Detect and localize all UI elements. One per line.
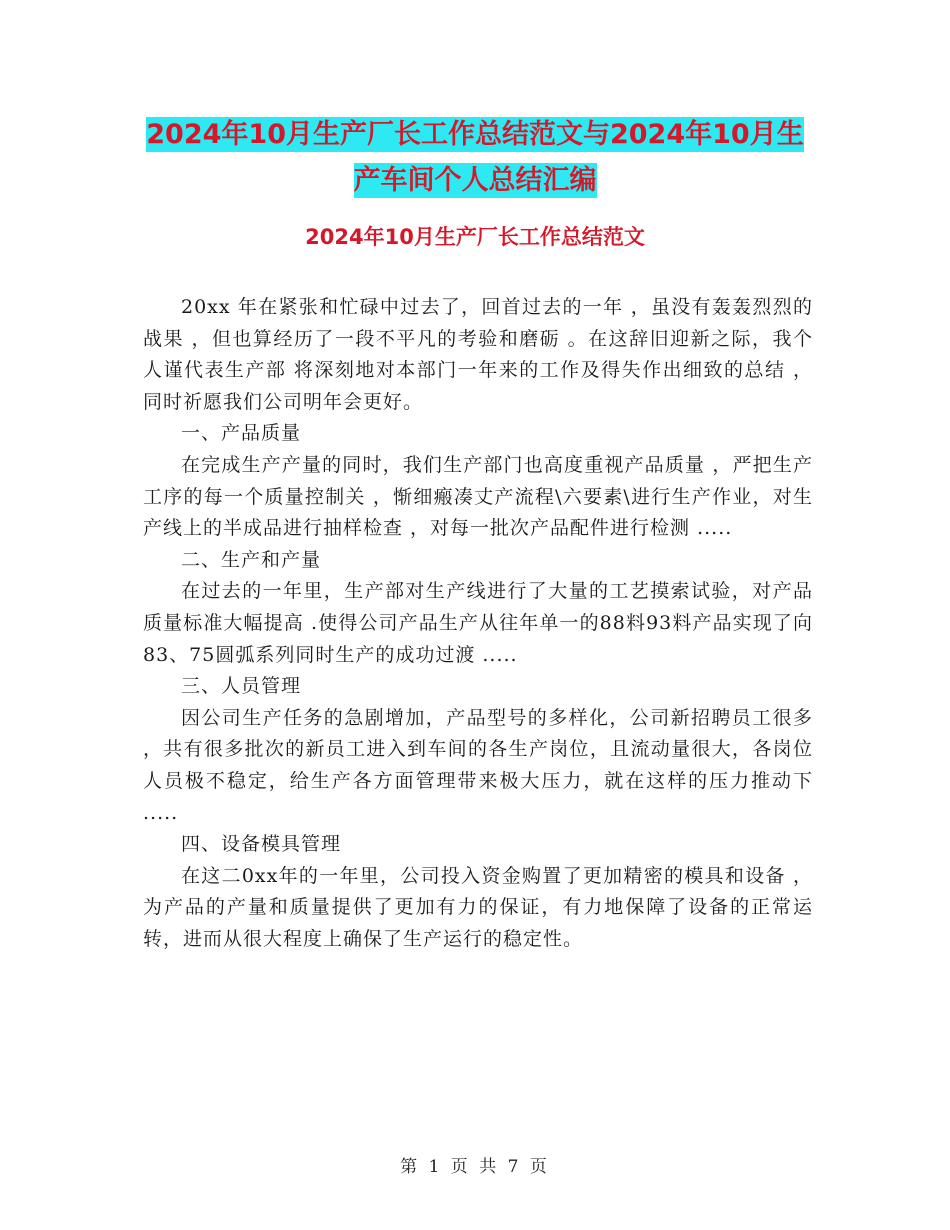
heading-production-output: 二、生产和产量 (181, 548, 322, 571)
heading-personnel-management: 三、人员管理 (181, 675, 302, 698)
heading-equipment-mold-management: 四、设备模具管理 (181, 833, 342, 856)
paragraph-personnel-management: 因公司生产任务的急剧增加，产品型号的多样化，公司新招聘员工很多 ，共有很多批次的新员工进入到车间的各生产岗位，且流动量很大，各岗位人员极不稳定，给生产各方面管理带来极大压力，就在这样的压力推动下 ..... (143, 706, 813, 824)
heading-product-quality: 一、产品质量 (181, 422, 302, 445)
title-highlight-2: 产车间个人总结汇编 (353, 165, 597, 196)
document-body (143, 292, 813, 955)
document-title-line-1 (0, 112, 950, 151)
document-title-line-2 (0, 158, 950, 197)
paragraph-production-output: 在过去的一年里，生产部对生产线进行了大量的工艺摸索试验，对产品质量标准大幅提高 .使得公司产品生产从往年单一的88料93料产品实现了向83、75圆弧系列同时生产的成功过渡 ..... (143, 580, 813, 666)
section-title: 2024年10月生产厂长工作总结范文 (305, 225, 645, 249)
page-footer: 第 1 页 共 7 页 (400, 1157, 550, 1177)
paragraph-product-quality: 在完成生产产量的同时，我们生产部门也高度重视产品质量 ，严把生产工序的每一个质量控制关 ，惭细瘢凑丈产流程\六要素\进行生产作业，对生产线上的半成品进行抽样检查 ，对每一批次产品配件进行检测 ..... (143, 453, 813, 540)
title-highlight-1: 2024年10月生产厂长工作总结范文与2024年10月生 (146, 119, 804, 150)
intro-paragraph: 20xx 年在紧张和忙碌中过去了，回首过去的一年 ，虽没有轰轰烈烈的战果 ，但也算经历了一段不平凡的考验和磨砺 。在这辞旧迎新之际，我个人谨代表生产部 将深刻地对本部门一年来的工作及得失作出细致的总结 ，同时祈愿我们公司明年会更好。 (143, 296, 813, 413)
paragraph-equipment-mold-management: 在这二0xx年的一年里，公司投入资金购置了更加精密的模具和设备 ，为产品的产量和质量提供了更加有力的保证，有力地保障了设备的正常运转，进而从很大程度上确保了生产运行的稳定性。 (143, 864, 813, 950)
